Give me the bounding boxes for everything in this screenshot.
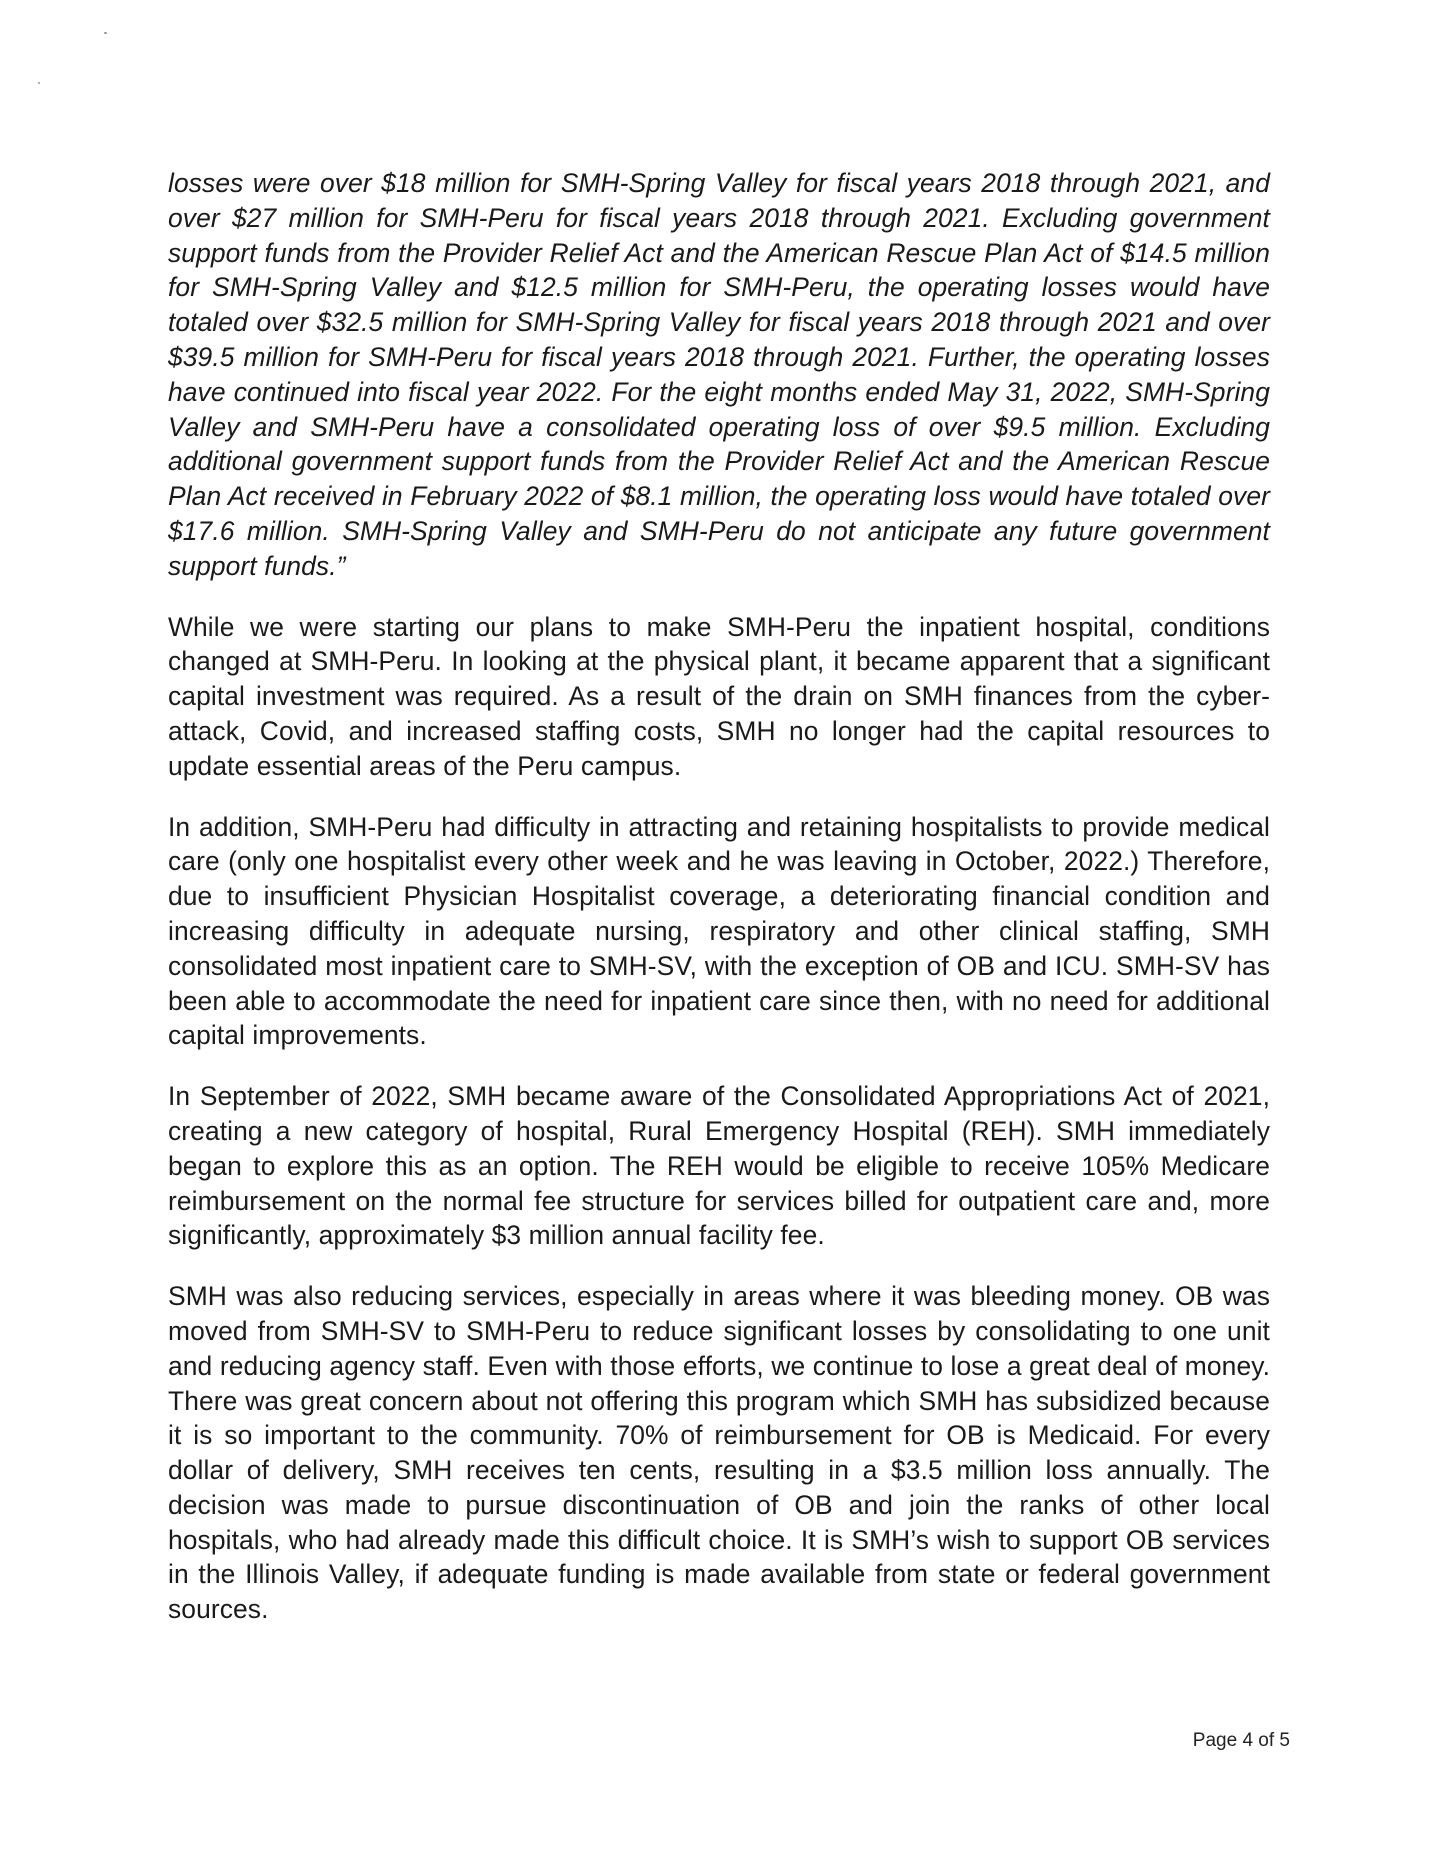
scan-speck	[38, 82, 40, 84]
scan-speck	[104, 32, 107, 34]
paragraph-reh: In September of 2022, SMH became aware of the Consolidated Appropriations Act of 2021, creating a new category of hospital, Rural Emergency Hospital (REH). SMH immediately began to explore this as an option. The REH would be eligible to receive 105% Medicare reimbursement on the normal fee structure for services billed for outpatient care and, more significantly, approximately $3 million annual facility fee.	[168, 1081, 1270, 1251]
paragraph-peru-conditions: While we were starting our plans to make SMH-Peru the inpatient hospital, conditions changed at SMH-Peru. In looking at the physical plant, it became apparent that a significant capital investment was required. As a result of the drain on SMH finances from the cyber-attack, Covid, and increased staffing costs, SMH no longer had the capital resources to update essential areas of the Peru campus.	[168, 611, 1270, 781]
paragraph-quoted-losses: losses were over $18 million for SMH-Spring Valley for fiscal years 2018 through 2021, and over $27 million for SMH-Peru for fiscal years 2018 through 2021. Excluding government support funds from the Provider Relief Act and the American Rescue Plan Act of $14.5 million for SMH-Spring Valley and $12.5 million for SMH-Peru, the operating losses would have totaled over $32.5 million for SMH-Spring Valley for fiscal years 2018 through 2021 and over $39.5 million for SMH-Peru for fiscal years 2018 through 2021. Further, the operating losses have continued into fiscal year 2022. For the eight months ended May 31, 2022, SMH-Spring Valley and SMH-Peru have a consolidated operating loss of over $9.5 million. Excluding additional government support funds from the Provider Relief Act and the American Rescue Plan Act received in February 2022 of $8.1 million, the operating loss would have totaled over $17.6 million. SMH-Spring Valley and SMH-Peru do not anticipate any future government support funds.”	[168, 168, 1270, 581]
document-body	[168, 166, 1270, 1653]
paragraph-ob-services: SMH was also reducing services, especially in areas where it was bleeding money. OB was moved from SMH-SV to SMH-Peru to reduce significant losses by consolidating to one unit and reducing agency staff. Even with those efforts, we continue to lose a great deal of money. There was great concern about not offering this program which SMH has subsidized because it is so important to the community. 70% of reimbursement for OB is Medicaid. For every dollar of delivery, SMH receives ten cents, resulting in a $3.5 million loss annually. The decision was made to pursue discontinuation of OB and join the ranks of other local hospitals, who had already made this difficult choice. It is SMH’s wish to support OB services in the Illinois Valley, if adequate funding is made available from state or federal government sources.	[168, 1281, 1270, 1625]
page-number: Page 4 of 5	[1192, 1730, 1290, 1751]
paragraph-hospitalists: In addition, SMH-Peru had difficulty in attracting and retaining hospitalists to provide medical care (only one hospitalist every other week and he was leaving in October, 2022.) Therefore, due to insufficient Physician Hospitalist coverage, a deteriorating financial condition and increasing difficulty in adequate nursing, respiratory and other clinical staffing, SMH consolidated most inpatient care to SMH-SV, with the exception of OB and ICU. SMH-SV has been able to accommodate the need for inpatient care since then, with no need for additional capital improvements.	[168, 811, 1270, 1051]
